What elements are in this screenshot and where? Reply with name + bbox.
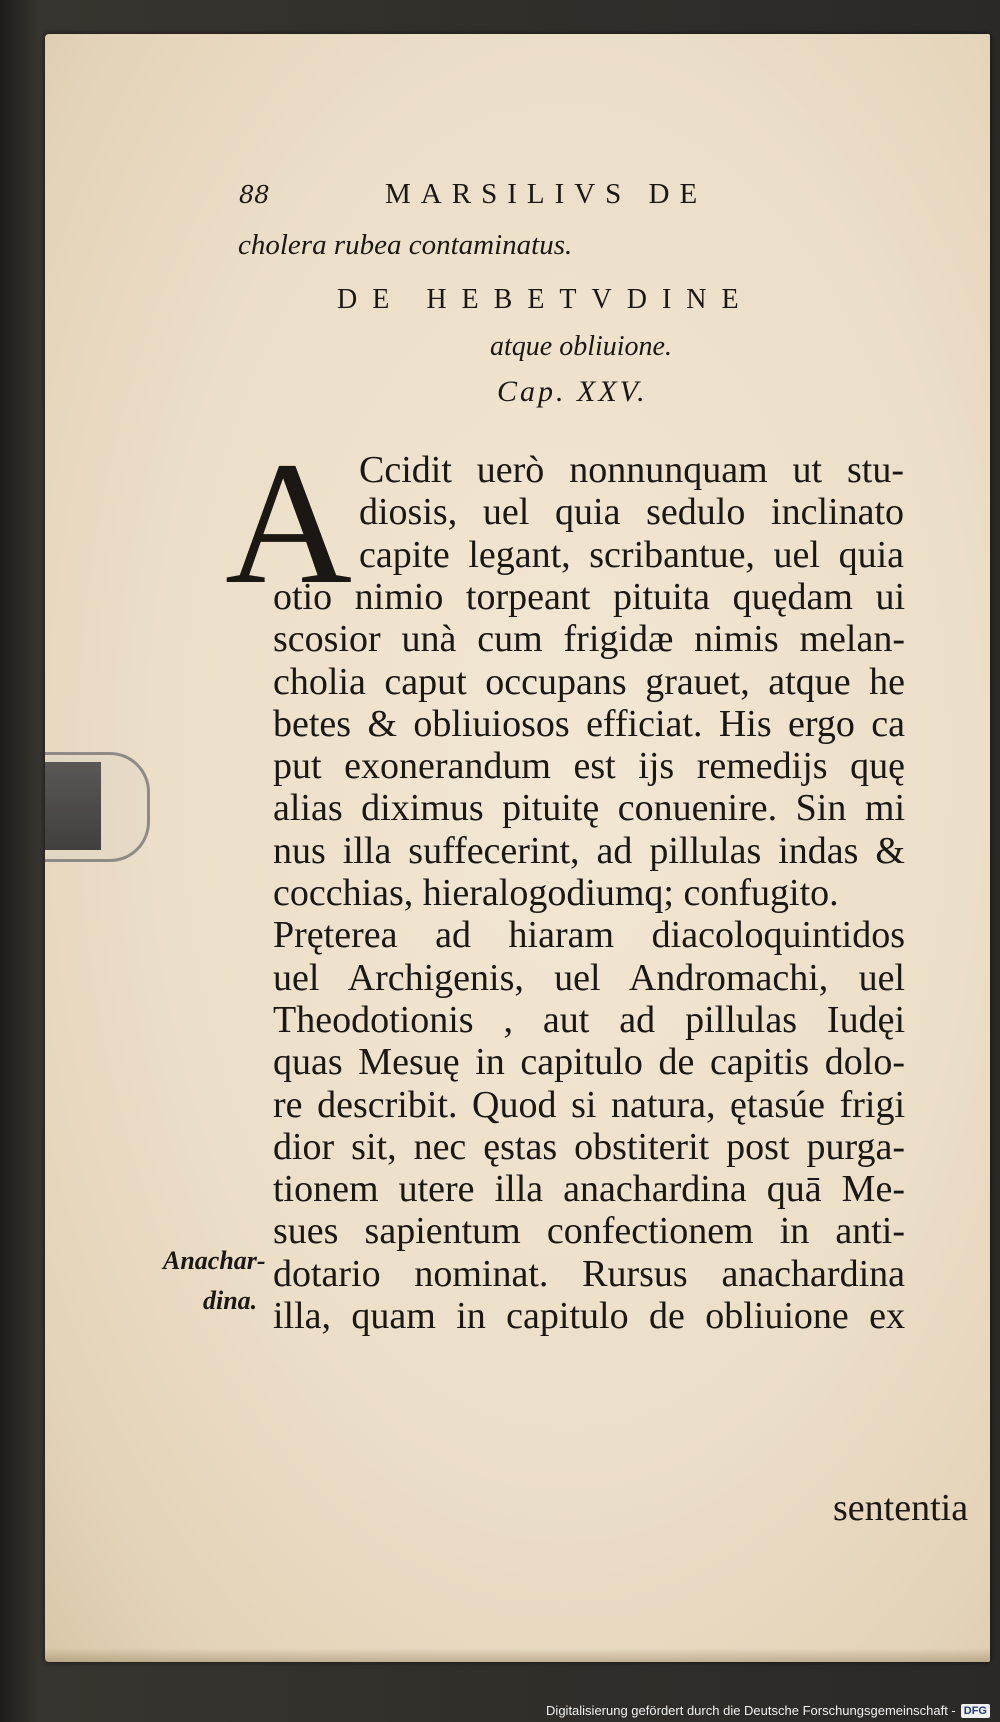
footer-credit [546, 1703, 990, 1718]
page-number: 88 [239, 181, 270, 209]
body-line: diosis, uel quia sedulo inclinato [359, 491, 904, 534]
chapter-title: DE HEBETVDINE [337, 284, 754, 315]
body-line: sues sapientum confectionem in anti- [273, 1210, 905, 1253]
body-line: Theodotionis , aut ad pillulas Iudęi [273, 998, 905, 1041]
body-line: re describit. Quod si natura, ętasúe frigi [273, 1083, 905, 1126]
body-line: quas Mesuę in capitulo de capitis dolo- [273, 1041, 905, 1084]
body-line: alias diximus pituitę conuenire. Sin mi [273, 787, 905, 830]
chapter-subtitle: atque obliuione. [490, 331, 672, 362]
body-line: Pręterea ad hiaram diacoloquintidos [273, 914, 905, 957]
body-line: cholia caput occupans grauet, atque he [273, 660, 905, 703]
body-line: dior sit, nec ęstas obstiterit post purga- [273, 1125, 905, 1168]
body-line: uel Archigenis, uel Andromachi, uel [273, 956, 905, 999]
book-page [45, 34, 990, 1662]
body-line: put exonerandum est ijs remedijs quę [273, 745, 905, 788]
running-head: MARSILIVS DE [385, 178, 708, 210]
dfg-logo: DFG [961, 1704, 990, 1718]
body-line: dotario nominat. Rursus anachardina [273, 1252, 905, 1295]
page-text [45, 34, 990, 1662]
footer-credit-text: Digitalisierung gefördert durch die Deutsche Forschungsgemeinschaft - [546, 1703, 956, 1718]
body-line: nus illa suffecerint, ad pillulas indas & [273, 829, 905, 872]
chapter-number: Cap. XXV. [497, 375, 648, 408]
body-line: cocchias, hieralogodiumq; confugito. [273, 872, 839, 914]
margin-note-line: dina. [203, 1286, 258, 1315]
catchword: sententia [833, 1487, 969, 1529]
body-line: betes & obliuiosos efficiat. His ergo ca [273, 702, 905, 745]
drop-initial: A [225, 426, 353, 621]
body-line: scosior unà cum frigidæ nimis melan- [273, 618, 905, 661]
body-line: Ccidit uerò nonnunquam ut stu- [359, 449, 904, 491]
margin-note-line: Anachar- [163, 1246, 266, 1275]
previous-chapter-end: cholera rubea contaminatus. [238, 229, 573, 261]
body-line: illa, quam in capitulo de obliuione ex [273, 1295, 905, 1337]
body-line: tionem utere illa anachardina quā Me- [273, 1168, 905, 1211]
body-line: otio nimio torpeant pituita quędam ui [273, 575, 905, 618]
body-line: capite legant, scribantue, uel quia [359, 533, 904, 576]
